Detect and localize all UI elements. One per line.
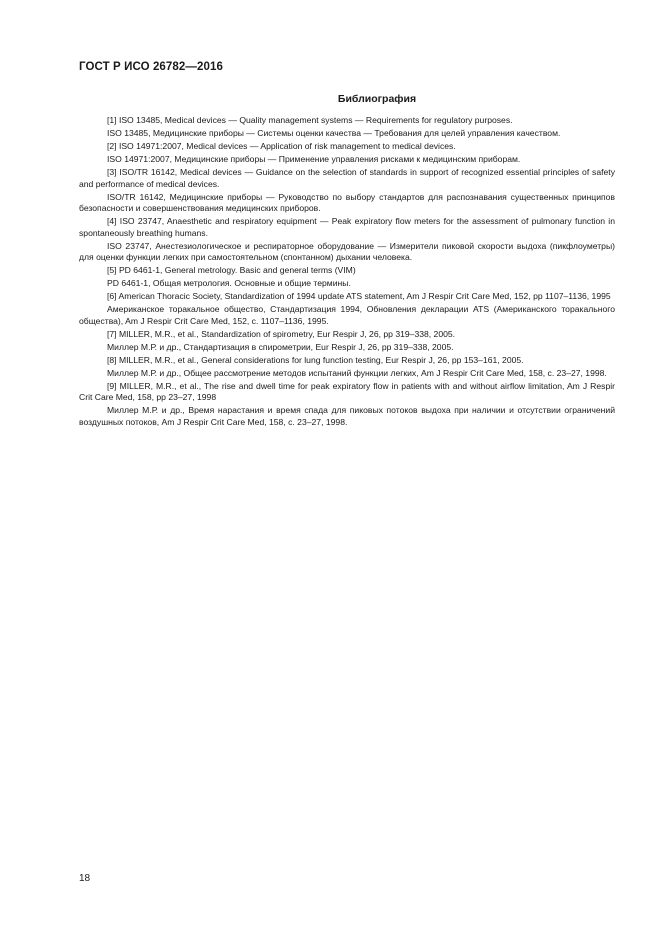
reference-entry: Миллер М.Р. и др., Общее рассмотрение методов испытаний функции легких, Am J Respir Crit Care Med, 158, c. 23–27, 1998. xyxy=(107,367,607,378)
reference-entry: Американское торакальное общество, Стандартизация 1994, Обновления декларации ATS (Американского торакального общества), Am J Respir Crit Care Med, 152, с. 1107–1136, 1995. xyxy=(79,304,615,326)
reference-entry: [5] PD 6461-1, General metrology. Basic and general terms (VIM) xyxy=(107,265,356,276)
reference-entry: Миллер М.Р. и др., Время нарастания и время спада для пиковых потоков выдоха при наличии и отсутствии ограничений воздушных потоков, Am J Respir Crit Care Med, 158, c. 23–27, 1998. xyxy=(79,405,615,427)
reference-entry: [4] ISO 23747, Anaesthetic and respiratory equipment — Peak expiratory flow meters for the assessment of pulmonary function in spontaneously breathing humans. xyxy=(79,216,615,238)
reference-entry: [2] ISO 14971:2007, Medical devices — Application of risk management to medical devices. xyxy=(107,140,456,151)
reference-entry: ISO 23747, Анестезиологическое и респираторное оборудование — Измерители пиковой скорости выдоха (пикфлоуметры) для оценки функции легких при самостоятельном (спонтанном) дыхании человека. xyxy=(79,240,615,263)
reference-entry: ISO 14971:2007, Медицинские приборы — Применение управления рисками к медицинским приборам. xyxy=(107,153,521,164)
reference-entry: [3] ISO/TR 16142, Medical devices — Guidance on the selection of standards in support of recognized essential principles of safety and performance of medical devices. xyxy=(79,166,615,189)
page-number: 18 xyxy=(79,873,91,884)
bibliography-title: Библиография xyxy=(337,93,417,105)
document-header: ГОСТ Р ИСО 26782—2016 xyxy=(79,61,224,73)
reference-entry: [8] MILLER, M.R., et al., General considerations for lung function testing, Eur Respir J, 26, pp 153–161, 2005. xyxy=(107,354,524,365)
reference-entry: [7] MILLER, M.R., et al., Standardization of spirometry, Eur Respir J, 26, pp 319–338, 2005. xyxy=(107,328,456,339)
reference-entry: ISO/TR 16142, Медицинские приборы — Руководство по выбору стандартов для распознавания существенных принципов безопасности и совершенствования медицинских приборов. xyxy=(79,191,615,214)
reference-entry: [1] ISO 13485, Medical devices — Quality management systems — Requirements for regulatory purposes. xyxy=(107,115,513,125)
reference-entry: [6] American Thoracic Society, Standardization of 1994 update ATS statement, Am J Respir Crit Care Med, 152, pp 1107–1136, 1995 xyxy=(107,291,611,302)
reference-entry: [9] MILLER, M.R., et al., The rise and dwell time for peak expiratory flow in patients with and without airflow limitation, Am J Respir Crit Care Med, 158, pp 23–27, 1998 xyxy=(79,380,615,403)
reference-entry: PD 6461-1, Общая метрология. Основные и общие термины. xyxy=(107,278,351,289)
bibliography-list xyxy=(79,115,615,430)
reference-entry: Миллер М.Р. и др., Стандартизация в спирометрии, Eur Respir J, 26, pp 319–338, 2005. xyxy=(107,341,454,352)
reference-entry: ISO 13485, Медицинские приборы — Системы оценки качества — Требования для целей управления качеством. xyxy=(107,127,561,138)
